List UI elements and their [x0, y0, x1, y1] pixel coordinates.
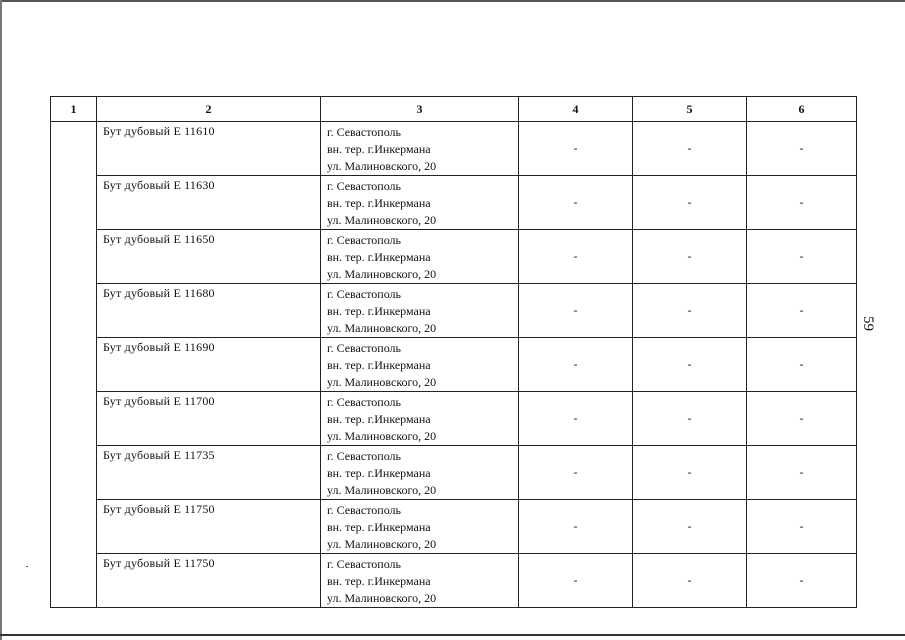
item-name-cell: Бут дубовый Е 11650 [97, 230, 321, 284]
scan-edge-bottom [0, 634, 905, 636]
table-row [51, 446, 857, 500]
address-cell [321, 500, 519, 554]
item-name-cell: Бут дубовый Е 11735 [97, 446, 321, 500]
column-header-1: 1 [51, 97, 97, 122]
address-city: г. Севастополь [327, 125, 402, 139]
table-row [51, 230, 857, 284]
address-cell [321, 392, 519, 446]
address-city: г. Севастополь [327, 233, 402, 247]
column-6-cell: - [747, 338, 857, 392]
address-city: г. Севастополь [327, 503, 402, 517]
page-number: 59 [860, 316, 876, 331]
registry-table [50, 96, 857, 608]
column-header-5: 5 [633, 97, 747, 122]
item-name-cell: Бут дубовый Е 11680 [97, 284, 321, 338]
address-city: г. Севастополь [327, 557, 402, 571]
column-header-2: 2 [97, 97, 321, 122]
table-row [51, 284, 857, 338]
address-territory: вн. тер. г.Инкермана [327, 196, 431, 210]
column-6-cell: - [747, 122, 857, 176]
column-6-cell: - [747, 392, 857, 446]
table-row [51, 500, 857, 554]
address-city: г. Севастополь [327, 179, 402, 193]
column-4-cell: - [519, 122, 633, 176]
column-4-cell: - [519, 284, 633, 338]
column-5-cell: - [633, 230, 747, 284]
column-4-cell: - [519, 230, 633, 284]
address-street: ул. Малиновского, 20 [327, 213, 437, 227]
address-territory: вн. тер. г.Инкермана [327, 358, 431, 372]
address-street: ул. Малиновского, 20 [327, 483, 437, 497]
column-4-cell: - [519, 446, 633, 500]
merged-column-1-cell [51, 122, 97, 608]
table-row [51, 554, 857, 608]
column-4-cell: - [519, 500, 633, 554]
address-street: ул. Малиновского, 20 [327, 591, 437, 605]
address-territory: вн. тер. г.Инкермана [327, 250, 431, 264]
item-name-cell: Бут дубовый Е 11750 [97, 500, 321, 554]
column-header-6: 6 [747, 97, 857, 122]
address-city: г. Севастополь [327, 287, 402, 301]
address-cell [321, 284, 519, 338]
address-city: г. Севастополь [327, 341, 402, 355]
column-5-cell: - [633, 338, 747, 392]
column-5-cell: - [633, 176, 747, 230]
table-row [51, 392, 857, 446]
address-street: ул. Малиновского, 20 [327, 375, 437, 389]
address-cell [321, 446, 519, 500]
address-cell [321, 230, 519, 284]
table-body [51, 122, 857, 608]
column-4-cell: - [519, 392, 633, 446]
address-city: г. Севастополь [327, 395, 402, 409]
column-header-3: 3 [321, 97, 519, 122]
address-territory: вн. тер. г.Инкермана [327, 412, 431, 426]
address-territory: вн. тер. г.Инкермана [327, 466, 431, 480]
column-5-cell: - [633, 446, 747, 500]
address-cell [321, 176, 519, 230]
address-city: г. Севастополь [327, 449, 402, 463]
table-row [51, 122, 857, 176]
address-street: ул. Малиновского, 20 [327, 537, 437, 551]
table-header-row [51, 97, 857, 122]
table-row [51, 338, 857, 392]
table-row [51, 176, 857, 230]
scan-speck [26, 566, 28, 567]
address-territory: вн. тер. г.Инкермана [327, 520, 431, 534]
column-header-4: 4 [519, 97, 633, 122]
address-cell [321, 122, 519, 176]
address-street: ул. Малиновского, 20 [327, 267, 437, 281]
item-name-cell: Бут дубовый Е 11750 [97, 554, 321, 608]
address-territory: вн. тер. г.Инкермана [327, 142, 431, 156]
item-name-cell: Бут дубовый Е 11610 [97, 122, 321, 176]
column-6-cell: - [747, 176, 857, 230]
column-4-cell: - [519, 554, 633, 608]
column-6-cell: - [747, 284, 857, 338]
address-territory: вн. тер. г.Инкермана [327, 574, 431, 588]
column-6-cell: - [747, 446, 857, 500]
address-territory: вн. тер. г.Инкермана [327, 304, 431, 318]
address-cell [321, 554, 519, 608]
item-name-cell: Бут дубовый Е 11690 [97, 338, 321, 392]
column-6-cell: - [747, 500, 857, 554]
address-street: ул. Малиновского, 20 [327, 159, 437, 173]
address-cell [321, 338, 519, 392]
column-5-cell: - [633, 554, 747, 608]
column-6-cell: - [747, 230, 857, 284]
address-street: ул. Малиновского, 20 [327, 321, 437, 335]
address-street: ул. Малиновского, 20 [327, 429, 437, 443]
column-5-cell: - [633, 392, 747, 446]
scan-edge-left [0, 0, 2, 640]
column-5-cell: - [633, 122, 747, 176]
item-name-cell: Бут дубовый Е 11700 [97, 392, 321, 446]
column-5-cell: - [633, 284, 747, 338]
column-6-cell: - [747, 554, 857, 608]
column-4-cell: - [519, 176, 633, 230]
column-4-cell: - [519, 338, 633, 392]
column-5-cell: - [633, 500, 747, 554]
scan-edge-top [0, 0, 905, 2]
item-name-cell: Бут дубовый Е 11630 [97, 176, 321, 230]
